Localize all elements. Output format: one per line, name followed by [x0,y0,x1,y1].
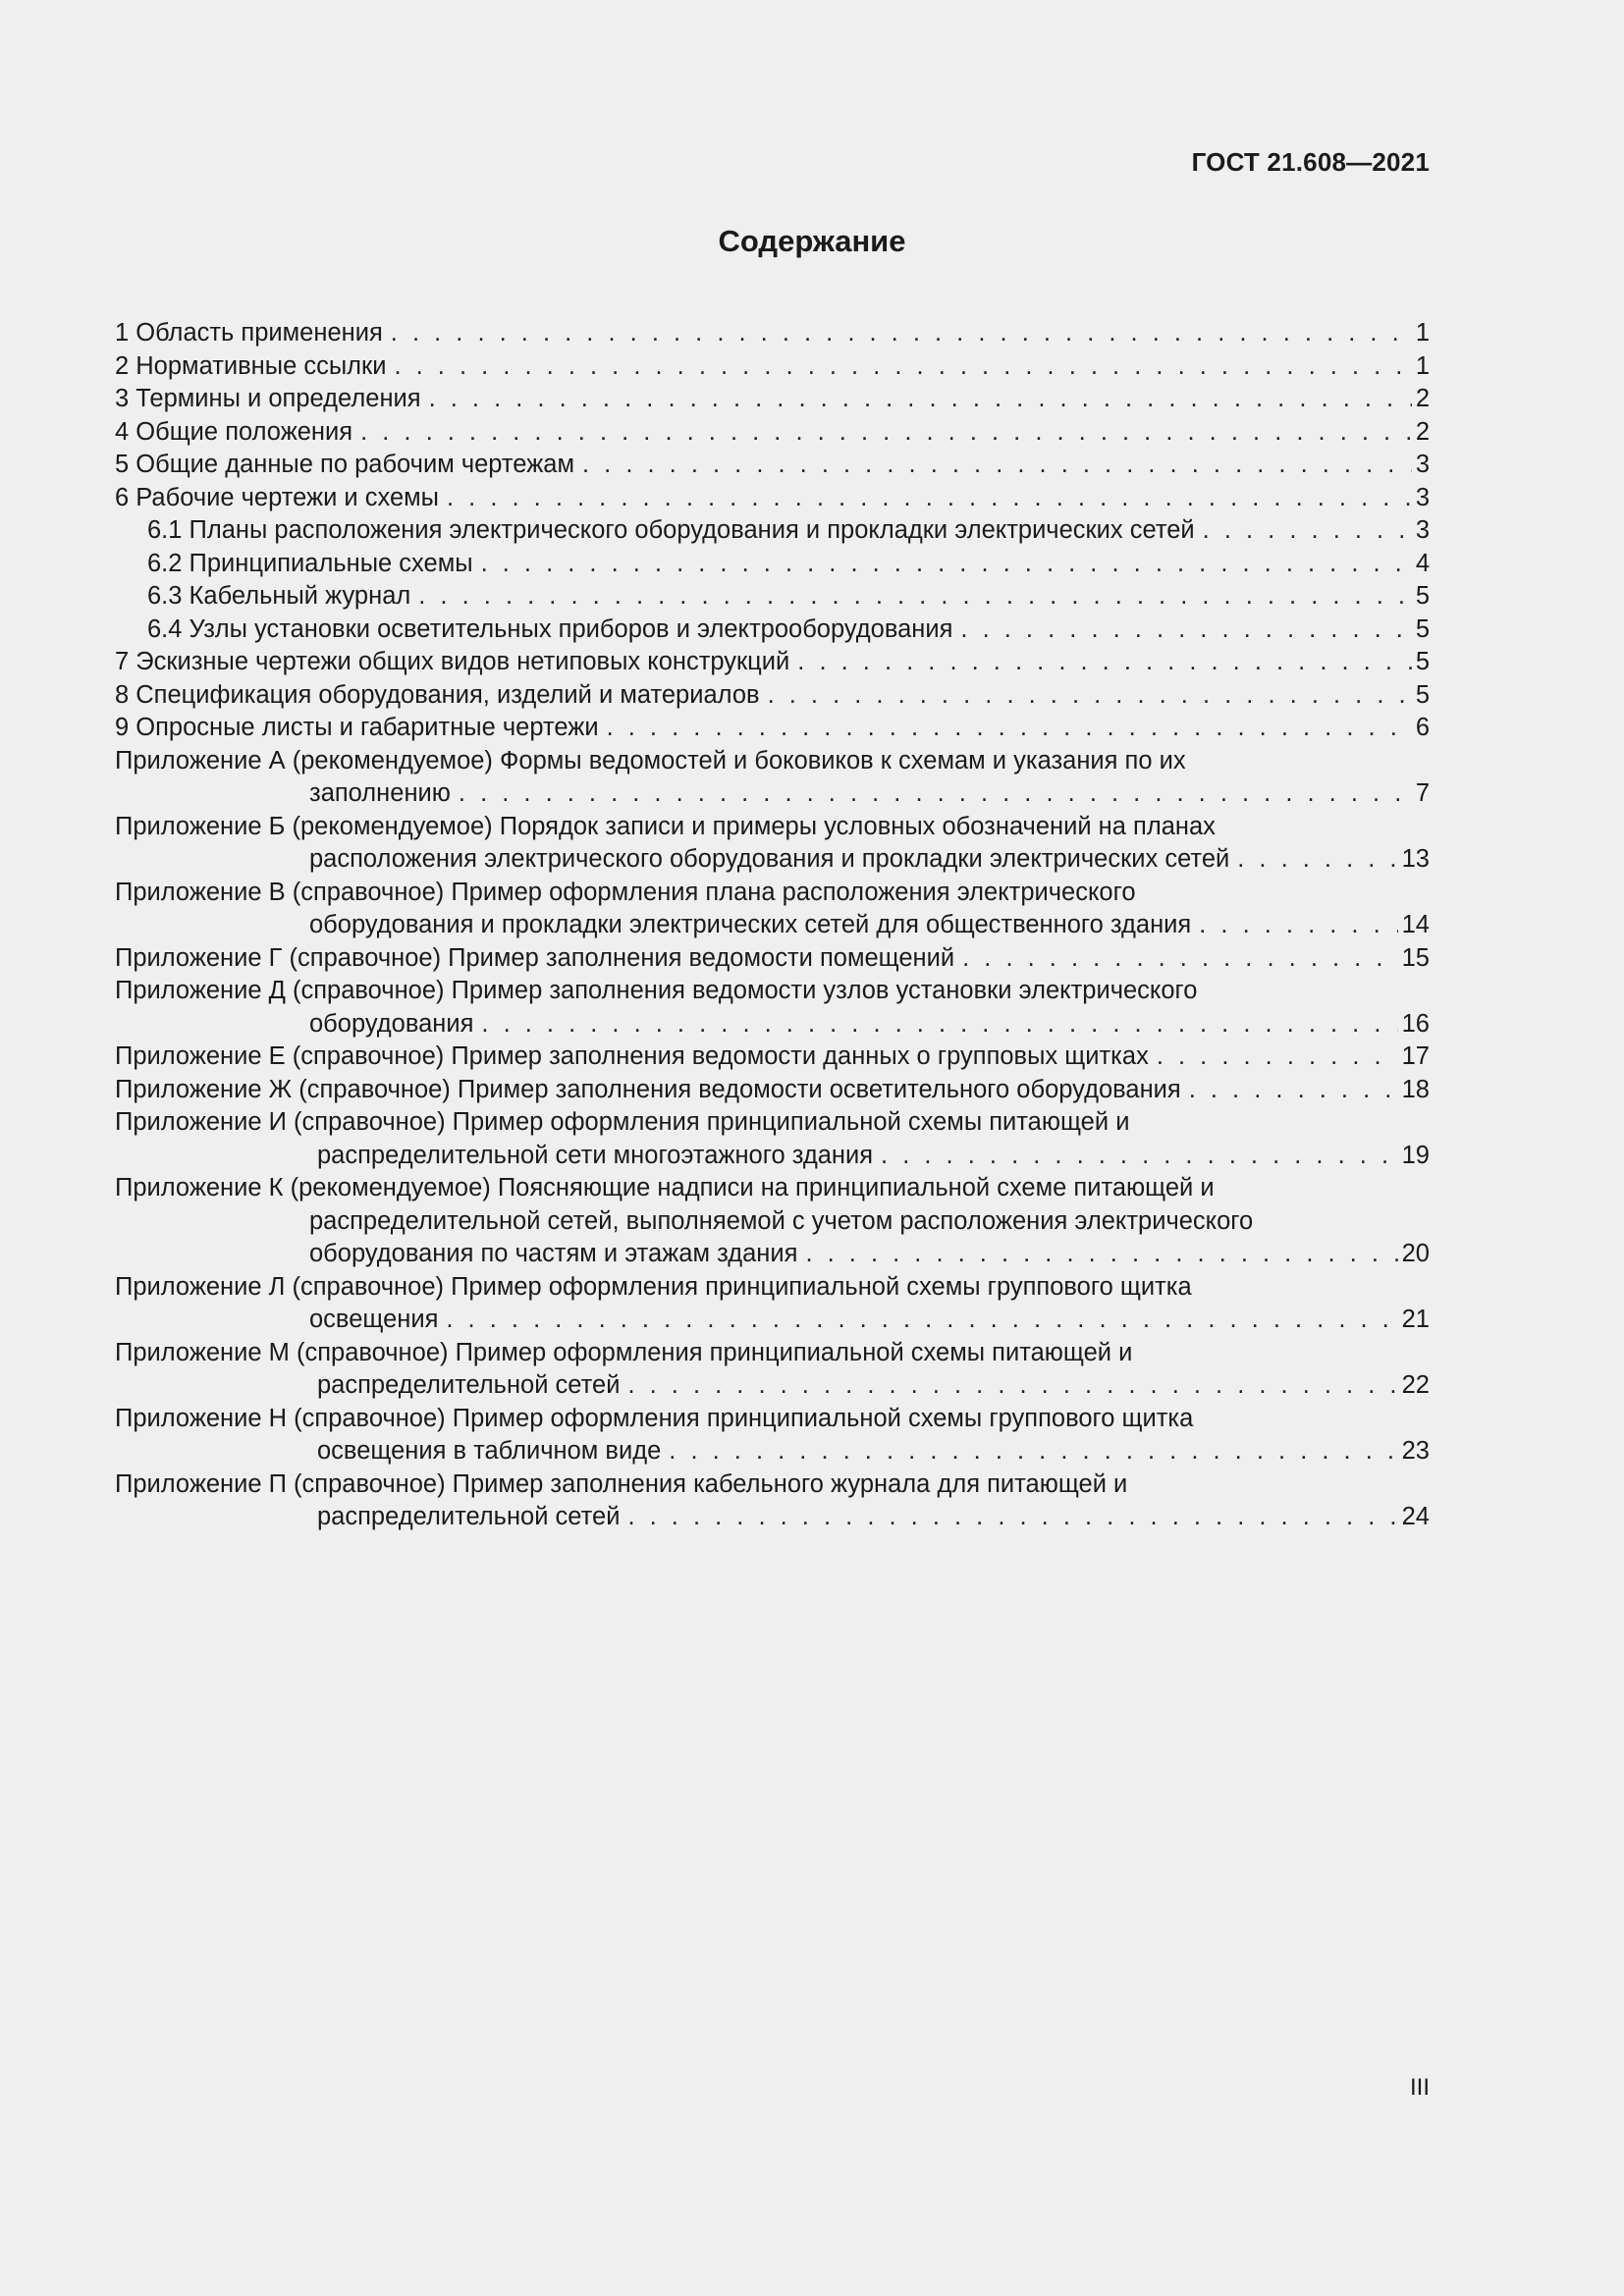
appendix-title-text: Приложение Е (справочное) Пример заполнения ведомости данных о групповых щитках [115,1042,1149,1070]
toc-entry-label: 2 Нормативные ссылки [115,351,387,380]
appendix-title-text: распределительной сетей [317,1503,621,1530]
toc-entry-label: 1 Область применения [115,319,383,347]
leader-dots [1237,843,1397,877]
toc-entry[interactable] [115,614,1430,647]
appendix-title-text: освещения [309,1306,439,1333]
toc-entry[interactable] [115,580,1430,614]
toc-entry[interactable] [115,646,1430,679]
toc-entry-page: 3 [1415,516,1430,544]
toc-entry-page: 16 [1401,1009,1430,1038]
appendix-title-last-line [115,942,1430,976]
toc-entry-page: 5 [1415,582,1430,610]
toc-appendix-entry[interactable] [115,1468,1430,1534]
toc-appendix-entry[interactable] [115,811,1430,877]
page-number: III [1409,2074,1430,2101]
toc-entry-page: 1 [1415,319,1430,347]
toc-entry-page: 5 [1415,680,1430,709]
toc-appendix-entry[interactable] [115,1041,1430,1074]
appendix-title-last-line [115,1041,1430,1074]
appendix-title-line: Приложение К (рекомендуемое) Поясняющие надписи на принципиальной схеме питающей и [115,1174,1215,1201]
leader-dots [805,1238,1397,1271]
appendix-title-line: Приложение М (справочное) Пример оформления принципиальной схемы питающей и [115,1338,1133,1366]
toc-entry-page: 5 [1415,614,1430,643]
leader-dots [797,646,1412,679]
toc-entry-label: 6.3 Кабельный журнал [147,582,411,610]
toc-entry-label: 4 Общие положения [115,417,353,446]
leader-dots [481,1008,1397,1041]
toc-appendix-entry[interactable] [115,1271,1430,1337]
leader-dots [429,383,1412,416]
appendix-title-text: заполнению [309,779,451,807]
toc-entry-page: 2 [1415,417,1430,446]
appendix-title-line: Приложение А (рекомендуемое) Формы ведомостей и боковиков к схемам и указания по их [115,746,1186,774]
toc-entry-label: 6 Рабочие чертежи и схемы [115,483,439,511]
leader-dots [360,416,1412,450]
toc-appendix-entry[interactable] [115,1106,1430,1172]
toc-entry-label: 6.2 Принципиальные схемы [147,549,473,577]
leader-dots [418,580,1412,614]
appendix-title-line: Приложение Д (справочное) Пример заполнения ведомости узлов установки электрического [115,977,1198,1004]
leader-dots [1199,909,1397,942]
leader-dots [446,1304,1397,1337]
toc-entry-page: 19 [1401,1141,1430,1169]
toc-entry-page: 17 [1401,1042,1430,1070]
leader-dots [394,350,1411,384]
toc-entry-page: 21 [1401,1306,1430,1333]
appendix-title-text: распределительной сетей [317,1371,621,1399]
toc-appendix-entry[interactable] [115,975,1430,1041]
toc-appendix-entry[interactable] [115,877,1430,942]
toc-appendix-entry[interactable] [115,942,1430,976]
toc-entry-page: 15 [1401,943,1430,972]
appendix-title-last-line [115,1238,1430,1271]
leader-dots [627,1501,1397,1534]
toc-entry-page: 4 [1415,549,1430,577]
leader-dots [1203,514,1412,548]
appendix-title-last-line [115,1369,1430,1403]
toc-entry-page: 24 [1401,1503,1430,1530]
appendix-title-text: освещения в табличном виде [317,1437,662,1465]
toc-entry-page: 23 [1401,1437,1430,1465]
toc-entry[interactable] [115,449,1430,482]
toc-entry-label: 6.4 Узлы установки осветительных приборов и электрооборудования [147,614,953,643]
appendix-title-last-line [115,1435,1430,1468]
appendix-title-text: распределительной сети многоэтажного здания [317,1141,874,1169]
appendix-title-last-line [115,1501,1430,1534]
toc-entry[interactable] [115,350,1430,384]
appendix-title-last-line [115,1074,1430,1107]
toc-entry-page: 1 [1415,351,1430,380]
appendix-title-last-line [115,909,1430,942]
toc-appendix-entry[interactable] [115,745,1430,811]
toc-entry-page: 6 [1415,714,1430,741]
toc-entry[interactable] [115,679,1430,713]
toc-entry-page: 13 [1401,845,1430,873]
toc-entry[interactable] [115,712,1430,745]
leader-dots [627,1369,1397,1403]
appendix-title-text: оборудования [309,1009,474,1038]
toc-entry-page: 2 [1415,385,1430,412]
toc-appendix-entry[interactable] [115,1074,1430,1107]
appendix-title-last-line [115,1008,1430,1041]
toc-entry-label: 8 Спецификация оборудования, изделий и материалов [115,680,760,709]
toc-entry-page: 18 [1401,1075,1430,1103]
toc-entry[interactable] [115,383,1430,416]
leader-dots [481,548,1412,581]
leader-dots [582,449,1412,482]
appendix-title-line: Приложение Б (рекомендуемое) Порядок записи и примеры условных обозначений на планах [115,812,1216,840]
appendix-title-line: Приложение И (справочное) Пример оформления принципиальной схемы питающей и [115,1108,1130,1136]
appendix-title-line: Приложение Н (справочное) Пример оформления принципиальной схемы группового щитка [115,1404,1194,1432]
appendix-title-line: Приложение Л (справочное) Пример оформления принципиальной схемы группового щитка [115,1272,1192,1301]
toc-entry-page: 14 [1401,911,1430,938]
appendix-title-last-line [115,1304,1430,1337]
appendix-title-text: Приложение Ж (справочное) Пример заполнения ведомости осветительного оборудования [115,1075,1181,1103]
appendix-title-last-line [115,1140,1430,1173]
toc-entry[interactable] [115,514,1430,548]
toc-entry[interactable] [115,317,1430,350]
toc-entry[interactable] [115,416,1430,450]
leader-dots [881,1140,1398,1173]
toc-entry-label: 6.1 Планы расположения электрического оборудования и прокладки электрических сетей [147,516,1195,544]
toc-entry-page: 3 [1415,483,1430,511]
toc-entry-page: 20 [1401,1240,1430,1267]
appendix-title-text: Приложение Г (справочное) Пример заполнения ведомости помещений [115,943,955,972]
leader-dots [1157,1041,1398,1074]
toc-entry-page: 7 [1415,779,1430,807]
leader-dots [962,942,1398,976]
appendix-title-text: расположения электрического оборудования и прокладки электрических сетей [309,845,1230,873]
document-code: ГОСТ 21.608—2021 [1191,147,1430,177]
appendix-title-text: оборудования по частям и этажам здания [309,1240,798,1267]
toc-appendix-entry[interactable] [115,1337,1430,1403]
leader-dots [391,317,1412,350]
appendix-title-line: распределительной сетей, выполняемой с учетом расположения электрического [309,1206,1254,1235]
appendix-title-line: Приложение В (справочное) Пример оформления плана расположения электрического [115,878,1136,906]
leader-dots [960,614,1411,647]
toc-entry[interactable] [115,482,1430,515]
appendix-title-text: оборудования и прокладки электрических сетей для общественного здания [309,911,1192,938]
appendix-title-line: Приложение П (справочное) Пример заполнения кабельного журнала для питающей и [115,1469,1128,1498]
table-of-contents [115,317,1430,1534]
toc-entry-label: 3 Термины и определения [115,385,421,412]
toc-entry-label: 5 Общие данные по рабочим чертежам [115,451,574,478]
toc-appendix-entry[interactable] [115,1403,1430,1468]
toc-entry-page: 22 [1401,1371,1430,1399]
leader-dots [459,777,1412,811]
page-title: Содержание [718,224,906,258]
appendix-title-last-line [115,843,1430,877]
toc-appendix-entry[interactable] [115,1172,1430,1271]
toc-entry-label: 7 Эскизные чертежи общих видов нетиповых конструкций [115,648,790,675]
leader-dots [669,1435,1397,1468]
appendix-title-last-line [115,777,1430,811]
leader-dots [607,712,1412,745]
toc-entry-page: 3 [1415,451,1430,478]
toc-entry[interactable] [115,548,1430,581]
toc-entry-page: 5 [1415,648,1430,675]
leader-dots [1189,1074,1398,1107]
toc-entry-label: 9 Опросные листы и габаритные чертежи [115,714,599,741]
leader-dots [768,679,1412,713]
leader-dots [447,482,1412,515]
